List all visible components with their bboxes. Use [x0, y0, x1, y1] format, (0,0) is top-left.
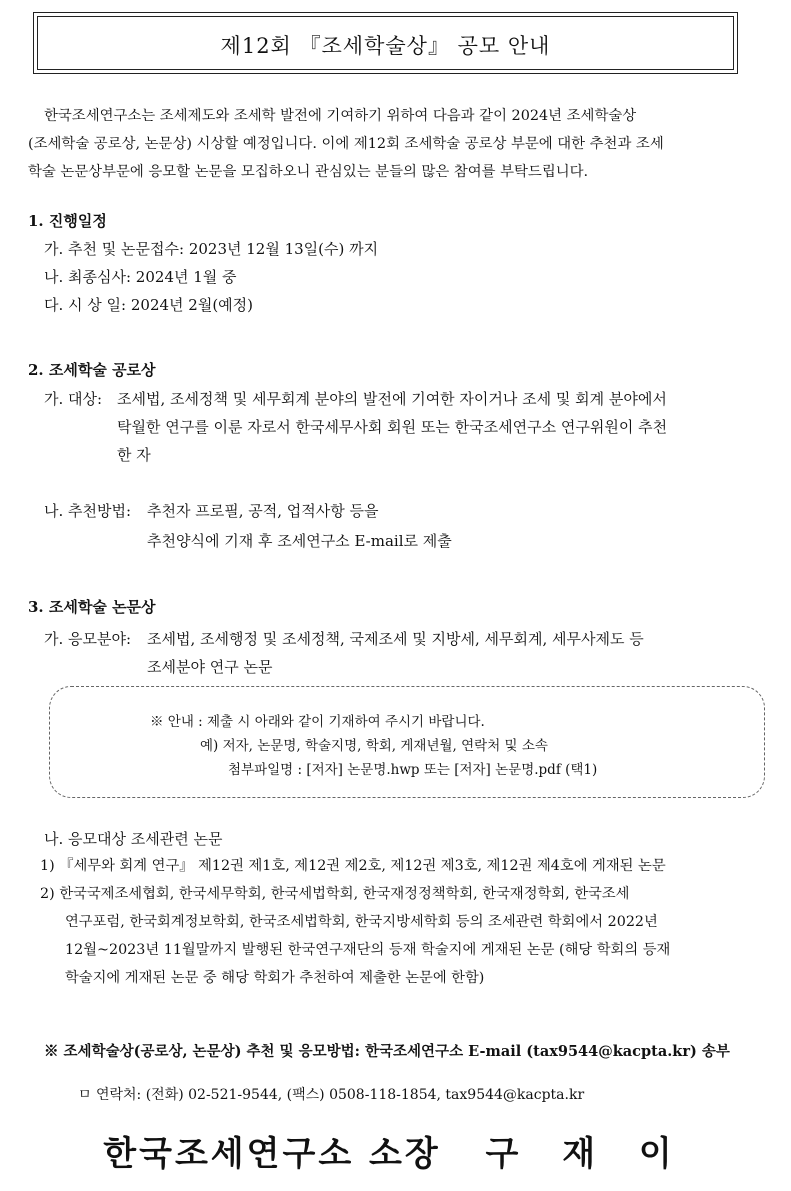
target-list-2-line-4: 학술지에 게재된 논문 중 해당 학회가 추천하여 제출한 논문에 한함) — [65, 970, 485, 986]
target-label: 가. 대상: — [44, 390, 103, 408]
section2-heading: 2. 조세학술 공로상 — [28, 361, 156, 379]
field-line-2: 조세분야 연구 논문 — [147, 658, 273, 676]
method-label: 나. 추천방법: — [44, 502, 132, 520]
contact-info: ㅁ 연락처: (전화) 02-521-9544, (팩스) 0508-118-1854, tax9544@kacpta.kr — [78, 1087, 585, 1103]
method-line-2: 추천양식에 기재 후 조세연구소 E-mail로 제출 — [147, 532, 452, 550]
signature — [0, 1126, 791, 1175]
schedule-item-3: 다. 시 상 일: 2024년 2월(예정) — [44, 296, 254, 314]
field-label: 가. 응모분야: — [44, 630, 132, 648]
schedule-item-2: 나. 최종심사: 2024년 1월 중 — [44, 268, 237, 286]
signature-name: 구 재 이 — [485, 1134, 688, 1174]
notice-line-1: ※ 안내 : 제출 시 아래와 같이 기재하여 주시기 바랍니다. — [150, 714, 485, 730]
intro-line-1: 한국조세연구소는 조세제도와 조세학 발전에 기여하기 위하여 다음과 같이 2024년 조세학술상 — [44, 108, 637, 124]
schedule-item-1: 가. 추천 및 논문접수: 2023년 12월 13일(수) 까지 — [44, 240, 379, 258]
title-box — [33, 12, 738, 74]
submission-method-note: ※ 조세학술상(공로상, 논문상) 추천 및 응모방법: 한국조세연구소 E-mail (tax9544@kacpta.kr) 송부 — [44, 1043, 730, 1060]
target-list-2-line-1: 2) 한국국제조세협회, 한국세무학회, 한국세법학회, 한국재정정책학회, 한국재정학회, 한국조세 — [40, 886, 630, 902]
intro-line-2: (조세학술 공로상, 논문상) 시상할 예정입니다. 이에 제12회 조세학술 공로상 부문에 대한 추천과 조세 — [28, 136, 664, 152]
target-list-2-line-2: 연구포럼, 한국회계정보학회, 한국조세법학회, 한국지방세학회 등의 조세관련 학회에서 2022년 — [65, 914, 658, 930]
target-list-2-line-3: 12월~2023년 11월말까지 발행된 한국연구재단의 등재 학술지에 게재된 논문 (해당 학회의 등재 — [65, 942, 671, 958]
notice-line-3: 첨부파일명 : [저자] 논문명.hwp 또는 [저자] 논문명.pdf (택1) — [228, 762, 598, 778]
target-papers-heading: 나. 응모대상 조세관련 논문 — [44, 830, 223, 848]
target-list-1: 1) 『세무와 회계 연구』 제12권 제1호, 제12권 제2호, 제12권 제3호, 제12권 제4호에 게재된 논문 — [40, 858, 666, 874]
target-line-1: 조세법, 조세정책 및 세무회계 분야의 발전에 기여한 자이거나 조세 및 회계 분야에서 — [117, 390, 667, 408]
method-line-1: 추천자 프로필, 공적, 업적사항 등을 — [147, 502, 379, 520]
field-line-1: 조세법, 조세행정 및 조세정책, 국제조세 및 지방세, 세무회계, 세무사제도 등 — [147, 630, 644, 648]
section3-heading: 3. 조세학술 논문상 — [28, 598, 156, 616]
signature-org: 한국조세연구소 소장 — [103, 1134, 441, 1174]
section1-heading: 1. 진행일정 — [28, 212, 107, 230]
intro-line-3: 학술 논문상부문에 응모할 논문을 모집하오니 관심있는 분들의 많은 참여를 부탁드립니다. — [28, 164, 589, 180]
notice-line-2: 예) 저자, 논문명, 학술지명, 학회, 게재년월, 연락처 및 소속 — [200, 738, 548, 754]
target-line-3: 한 자 — [117, 446, 151, 464]
target-line-2: 탁월한 연구를 이룬 자로서 한국세무사회 회원 또는 한국조세연구소 연구위원이 추천 — [117, 418, 668, 436]
page-title: 제12회 『조세학술상』 공모 안내 — [220, 34, 551, 58]
